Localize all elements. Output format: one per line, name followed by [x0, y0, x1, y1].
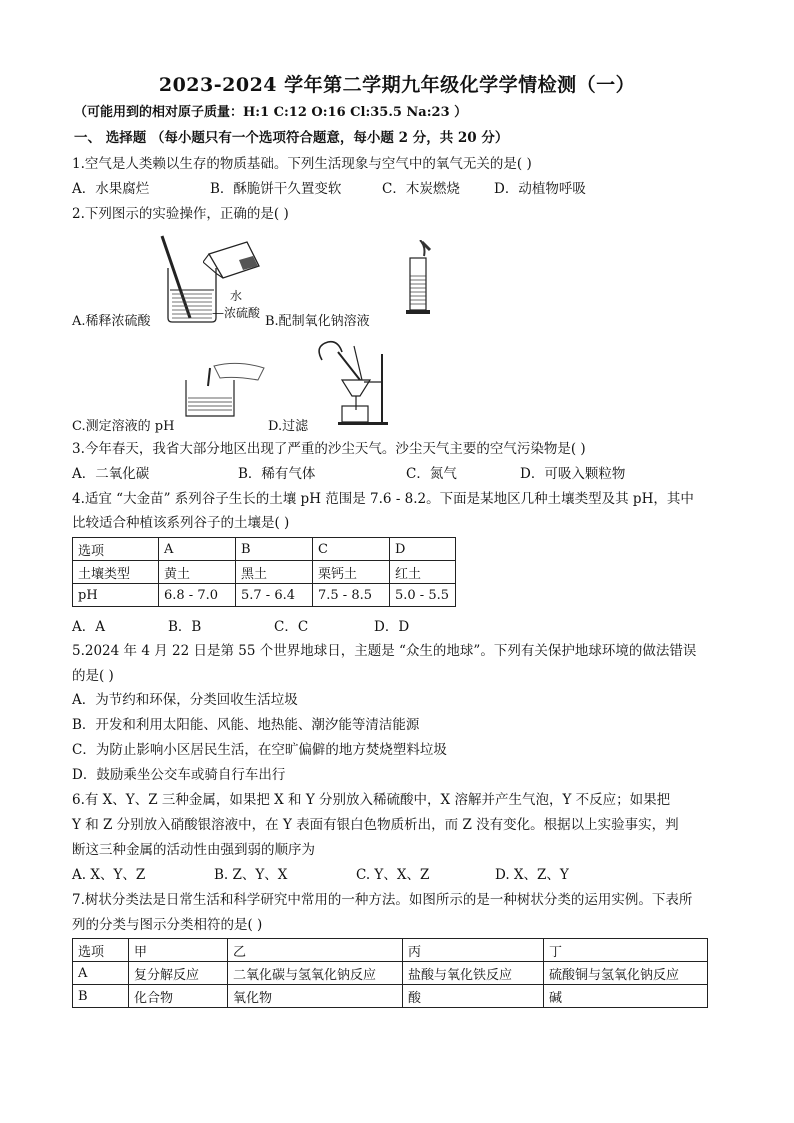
table-cell: C — [313, 538, 390, 561]
classification-table — [72, 938, 708, 1008]
table-cell: 选项 — [73, 939, 129, 962]
question-5-option-d: D．鼓励乘坐公交车或骑自行车出行 — [72, 767, 286, 783]
question-5-option-b: B．开发和利用太阳能、风能、地热能、潮汐能等清洁能源 — [72, 717, 420, 733]
option-b: B. Z、Y、X — [214, 867, 288, 883]
table-cell: D — [390, 538, 456, 561]
tilted-flask-figure — [203, 236, 273, 292]
atomic-masses-note: （可能用到的相对原子质量：H:1 C:12 O:16 Cl:35.5 Na:23 ） — [74, 105, 468, 120]
table-row — [73, 561, 456, 584]
question-5-stem-line2: 的是( ) — [72, 668, 114, 684]
question-7-stem-line1: 7.树状分类法是日常生活和科学研究中常用的一种方法。如图所示的是一种树状分类的运用实例。下表所 — [72, 892, 693, 908]
question-1-stem: 1.空气是人类赖以生存的物质基础。下列生活现象与空气中的氧气无关的是( ) — [72, 156, 532, 172]
option-d: D．D — [374, 619, 410, 635]
table-cell: 复分解反应 — [129, 962, 228, 985]
question-2-stem: 2.下列图示的实验操作，正确的是( ) — [72, 206, 289, 222]
table-cell: B — [236, 538, 313, 561]
table-cell: 乙 — [228, 939, 403, 962]
table-cell: 黄土 — [159, 561, 236, 584]
table-cell: 丁 — [544, 939, 708, 962]
question-6-options — [72, 866, 722, 884]
question-6-stem-line2: Y 和 Z 分别放入硝酸银溶液中，在 Y 表面有银白色物质析出，而 Z 没有变化。根据以上实验事实，判 — [72, 817, 679, 833]
option-a: A. X、Y、Z — [72, 867, 146, 883]
table-cell: 化合物 — [129, 985, 228, 1008]
ph-test-figure — [178, 358, 268, 420]
water-label: 水 — [230, 289, 243, 303]
option-a: A．水果腐烂 — [72, 181, 150, 197]
question-4-options — [72, 618, 722, 636]
option-c: C. Y、X、Z — [356, 867, 430, 883]
table-row — [73, 962, 708, 985]
question-1-options — [72, 180, 722, 198]
option-b: B．B — [168, 619, 202, 635]
figure-d-caption: D.过滤 — [268, 419, 309, 434]
section-heading: 一、 选择题 （每小题只有一个选项符合题意，每小题 2 分，共 20 分） — [74, 130, 509, 146]
table-cell: 选项 — [73, 538, 159, 561]
question-3-options — [72, 465, 722, 483]
option-a: A．二氧化碳 — [72, 466, 150, 482]
table-cell: A — [73, 962, 129, 985]
table-cell: 7.5 - 8.5 — [313, 584, 390, 607]
option-b: B．稀有气体 — [238, 466, 316, 482]
soil-ph-table — [72, 537, 456, 607]
question-4-stem-line2: 比较适合种植该系列谷子的土壤是( ) — [72, 515, 290, 531]
option-d: D. X、Z、Y — [495, 867, 569, 883]
table-cell: 硫酸铜与氢氧化钠反应 — [544, 962, 708, 985]
question-3-stem: 3.今年春天，我省大部分地区出现了严重的沙尘天气。沙尘天气主要的空气污染物是( ) — [72, 441, 586, 457]
table-cell: 5.7 - 6.4 — [236, 584, 313, 607]
question-5-stem-line1: 5.2024 年 4 月 22 日是第 55 个世界地球日，主题是 “众生的地球”。下列有关保护地球环境的做法错误 — [72, 643, 697, 659]
option-b: B．酥脆饼干久置变软 — [210, 181, 342, 197]
table-cell: 黑土 — [236, 561, 313, 584]
question-5-option-a: A．为节约和环保，分类回收生活垃圾 — [72, 692, 298, 708]
table-row — [73, 584, 456, 607]
table-cell: 栗钙土 — [313, 561, 390, 584]
page-title: 2023-2024 学年第二学期九年级化学学情检测（一） — [158, 74, 636, 96]
acid-label-text: 浓硫酸 — [224, 306, 261, 320]
table-cell: 盐酸与氧化铁反应 — [403, 962, 544, 985]
table-cell: 丙 — [403, 939, 544, 962]
filtration-figure — [308, 340, 398, 426]
option-c: C．C — [274, 619, 309, 635]
question-6-stem-line3: 断这三种金属的活动性由强到弱的顺序为 — [72, 842, 315, 858]
table-cell: 红土 — [390, 561, 456, 584]
table-cell: 氧化物 — [228, 985, 403, 1008]
option-d: D．可吸入颗粒物 — [520, 466, 626, 482]
table-cell: A — [159, 538, 236, 561]
table-cell: 5.0 - 5.5 — [390, 584, 456, 607]
question-7-stem-line2: 列的分类与图示分类相符的是( ) — [72, 917, 263, 933]
table-cell: 甲 — [129, 939, 228, 962]
table-cell: 二氧化碳与氢氧化钠反应 — [228, 962, 403, 985]
option-c: C．氮气 — [406, 466, 457, 482]
question-6-stem-line1: 6.有 X、Y、Z 三种金属，如果把 X 和 Y 分别放入稀硫酸中，X 溶解并产生气泡，Y 不反应；如果把 — [72, 792, 671, 808]
figure-b-caption: B.配制氧化钠溶液 — [265, 314, 370, 329]
acid-label: —浓硫酸 — [212, 306, 261, 320]
option-d: D．动植物呼吸 — [494, 181, 586, 197]
table-cell: 土壤类型 — [73, 561, 159, 584]
table-row — [73, 985, 708, 1008]
table-row — [73, 939, 708, 962]
question-5-option-c: C．为防止影响小区居民生活，在空旷偏僻的地方焚烧塑料垃圾 — [72, 742, 447, 758]
table-row — [73, 538, 456, 561]
cylinder-figure — [398, 240, 438, 316]
table-cell: 碱 — [544, 985, 708, 1008]
figure-a-caption: A.稀释浓硫酸 — [72, 314, 151, 329]
option-c: C．木炭燃烧 — [382, 181, 460, 197]
table-cell: pH — [73, 584, 159, 607]
table-cell: 6.8 - 7.0 — [159, 584, 236, 607]
figure-c-caption: C.测定溶液的 pH — [72, 419, 175, 434]
question-4-stem-line1: 4.适宜 “大金苗” 系列谷子生长的土壤 pH 范围是 7.6 - 8.2。下面是某地区几种土壤类型及其 pH，其中 — [72, 491, 694, 507]
table-cell: 酸 — [403, 985, 544, 1008]
option-a: A．A — [72, 619, 105, 635]
table-cell: B — [73, 985, 129, 1008]
